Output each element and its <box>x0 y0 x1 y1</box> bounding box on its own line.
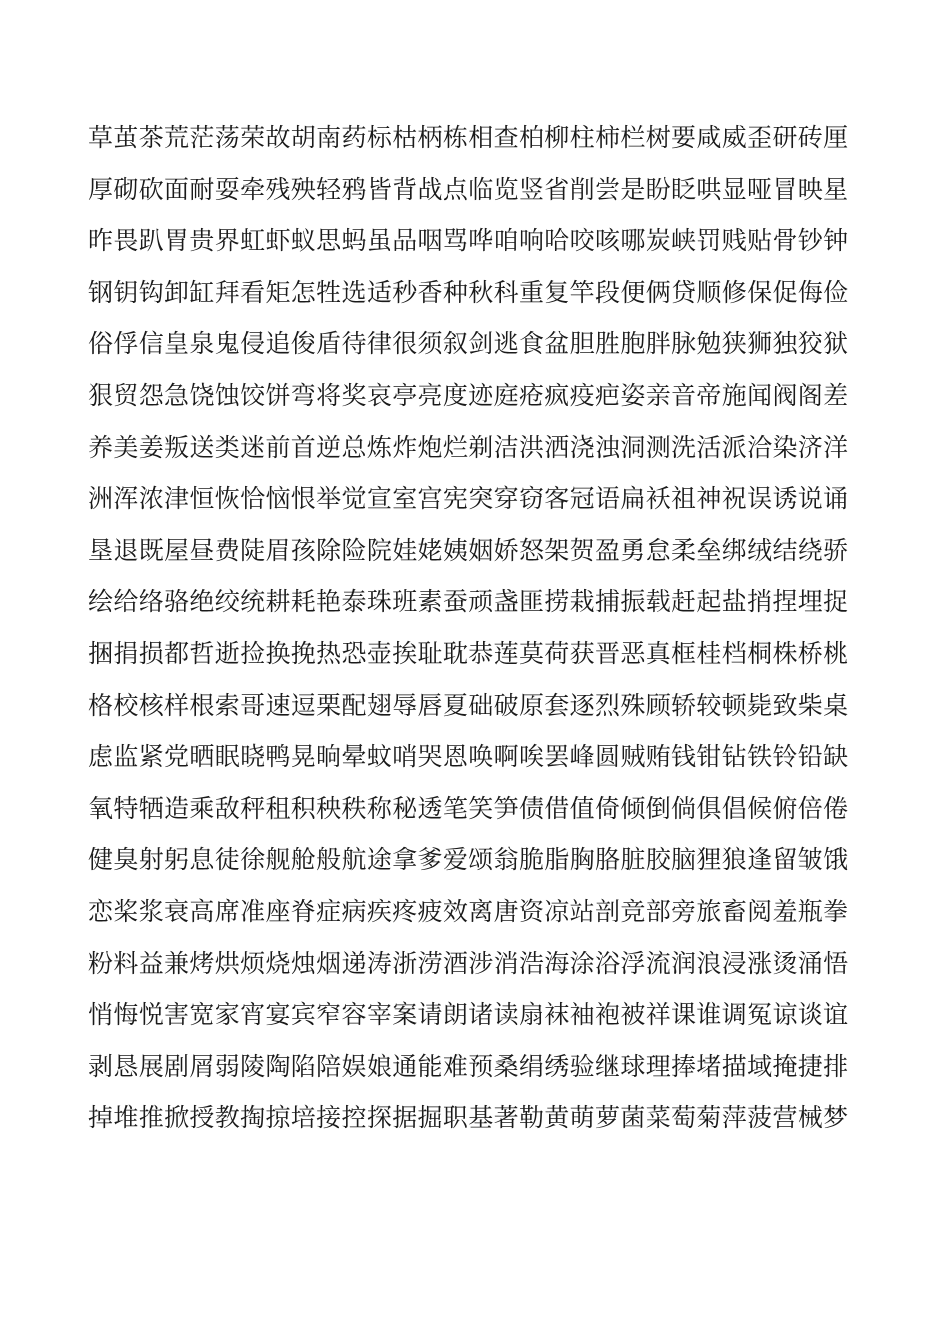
text-line: 洲浑浓津恒恢恰恼恨举觉宣室宫宪突穿窃客冠语扁袄祖神祝误诱说诵 <box>88 484 849 514</box>
text-line: 俗俘信皇泉鬼侵追俊盾待律很须叙剑逃食盆胆胜胞胖脉勉狭狮独狡狱 <box>88 329 849 359</box>
text-line: 氧特牺造乘敌秤租积秧秩称秘透笔笑笋债借值倚倾倒倘俱倡候俯倍倦 <box>88 793 849 823</box>
text-line: 草茧茶荒茫荡荣故胡南药标枯柄栋相查柏柳柱柿栏树要咸威歪研砖厘 <box>88 123 849 152</box>
text-line: 健臭射躬息徒徐舰舱般航途拿爹爱颂翁脆脂胸胳脏胶脑狸狼逢留皱饿 <box>88 845 849 875</box>
text-line: 恋桨浆衰高席准座脊症病疾疼疲效离唐资凉站剖竞部旁旅畜阅羞瓶拳 <box>88 896 849 926</box>
text-line: 厚砌砍面耐耍牵残殃轻鸦皆背战点临览竖省削尝是盼眨哄显哑冒映星 <box>88 174 849 204</box>
character-list <box>88 112 868 1144</box>
text-line: 狠贸怨急饶蚀饺饼弯将奖哀亭亮度迹庭疮疯疫疤姿亲音帝施闻阀阁差 <box>88 380 849 410</box>
text-line: 养美姜叛送类迷前首逆总炼炸炮烂剃洁洪洒浇浊洞测洗活派洽染济洋 <box>88 432 849 462</box>
text-line: 粉料益兼烤烘烦烧烛烟递涛浙涝酒涉消浩海涂浴浮流润浪浸涨烫涌悟 <box>88 948 849 978</box>
text-line: 悄悔悦害宽家宵宴宾窄容宰案请朗诸读扇袜袖袍被祥课谁调冤谅谈谊 <box>88 1000 849 1030</box>
text-line: 虑监紧党晒眠晓鸭晃晌晕蚊哨哭恩唤啊唉罢峰圆贼贿钱钳钻铁铃铅缺 <box>88 742 849 772</box>
text-line: 钢钥钩卸缸拜看矩怎牲选适秒香种秋科重复竿段便俩贷顺修保促侮俭 <box>88 277 849 307</box>
text-line: 捆捐损都哲逝捡换挽热恐壶挨耻耽恭莲莫荷获晋恶真框桂档桐株桥桃 <box>88 638 849 668</box>
text-line: 绘给络骆绝绞统耕耗艳泰珠班素蚕顽盏匪捞栽捕振载赶起盐捎捏埋捉 <box>88 587 849 617</box>
text-line: 格校核样根索哥速逗栗配翅辱唇夏础破原套逐烈殊顾轿较顿毙致柴桌 <box>88 690 849 720</box>
text-line: 掉堆推掀授教掏掠培接控探据掘职基著勒黄萌萝菌菜萄菊萍菠营械梦 <box>88 1103 849 1133</box>
text-line: 剥恳展剧屑弱陵陶陷陪娱娘通能难预桑绢绣验继球理捧堵描域掩捷排 <box>88 1051 849 1081</box>
text-line: 垦退既屋昼费陡眉孩除险院娃姥姨姻娇怒架贺盈勇怠柔垒绑绒结绕骄 <box>88 535 849 565</box>
text-line: 昨畏趴胃贵界虹虾蚁思蚂虽品咽骂哗咱响哈咬咳哪炭峡罚贱贴骨钞钟 <box>88 226 849 256</box>
